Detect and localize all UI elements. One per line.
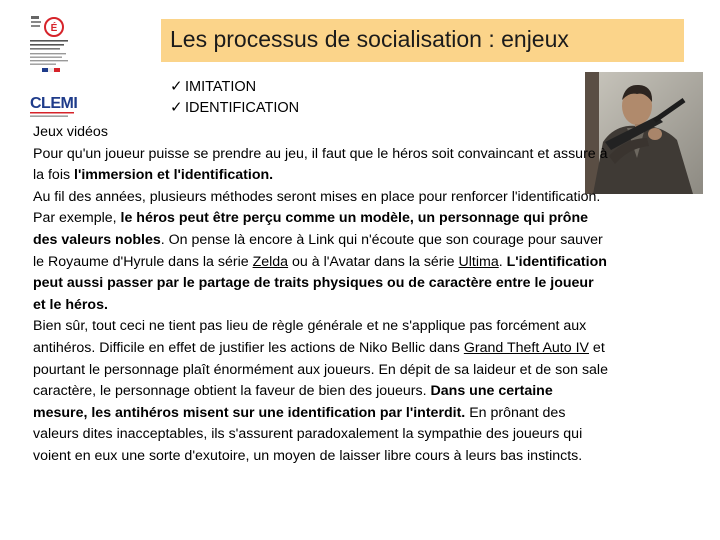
checkmark-icon: ✓: [170, 78, 183, 95]
keyword-checklist: [170, 76, 299, 118]
svg-text:CLEMI: CLEMI: [30, 95, 78, 112]
emphasis-text: L'identification peut aussi passer par le partage de traits physiques ou de caractère entre le joueur et le héros.: [33, 253, 607, 313]
checkmark-icon: ✓: [170, 99, 183, 116]
paragraph-methods: Au fil des années, plusieurs méthodes seront mises en place pour renforcer l'identification. Par exemple, le héros peut être perçu comme un modèle, un personnage qui prône des valeurs nobles. On pense là encore à Link qui n'écoute que son courage pour sauver le Royaume d'Hyrule dans la série Zelda ou à l'Avatar dans la série Ultima. L'identification peut aussi passer par le partage de traits physiques ou de caractère entre le joueur et le héros.: [33, 188, 607, 313]
checklist-label: IDENTIFICATION: [185, 100, 300, 116]
emphasis-text: l'immersion et l'identification.: [74, 167, 274, 184]
article-body: [33, 122, 608, 468]
emphasis-text: Dans une certaine mesure, les antihéros misent sur une identification par l'interdit.: [33, 383, 553, 421]
paragraph-antiheroes: Bien sûr, tout ceci ne tient pas lieu de règle générale et ne s'applique pas forcément aux antihéros. Difficile en effet de justifier les actions de Niko Bellic dans Grand Theft Auto IV et pourtant le personnage plaît énormément aux joueurs. En dépit de sa laideur et de son sale caractère, le personnage obtient la faveur de bien des joueurs. Dans une certaine mesure, les antihéros misent sur une identification par l'interdit. En prônant des valeurs dites inacceptables, ils s'assurent paradoxalement la sympathie des joueurs qui voient en eux une sorte d'exutoire, un moyen de laisser libre cours à leurs bas instincts.: [33, 318, 608, 464]
link-zelda[interactable]: Zelda: [252, 253, 289, 270]
paragraph-immersion: Pour qu'un joueur puisse se prendre au jeu, il faut que le héros soit convaincant et assure à la fois l'immersion et l'identification.: [33, 145, 608, 184]
link-ultima[interactable]: Ultima: [458, 253, 499, 270]
title-banner: [161, 19, 684, 62]
link-gta-iv[interactable]: Grand Theft Auto IV: [463, 339, 589, 356]
clemi-logo: [28, 90, 80, 120]
checklist-item-identification: [170, 97, 299, 118]
checklist-item-imitation: [170, 76, 299, 97]
page-title: Les processus de socialisation : enjeux: [170, 26, 569, 52]
ministry-logo: [28, 14, 74, 74]
emphasis-text: le héros peut être perçu comme un modèle, un personnage qui prône des valeurs nobles: [33, 210, 589, 248]
svg-text:É: É: [50, 23, 58, 34]
article-heading: Jeux vidéos: [33, 124, 108, 140]
checklist-label: IMITATION: [185, 79, 257, 95]
logos-column: [22, 14, 82, 114]
